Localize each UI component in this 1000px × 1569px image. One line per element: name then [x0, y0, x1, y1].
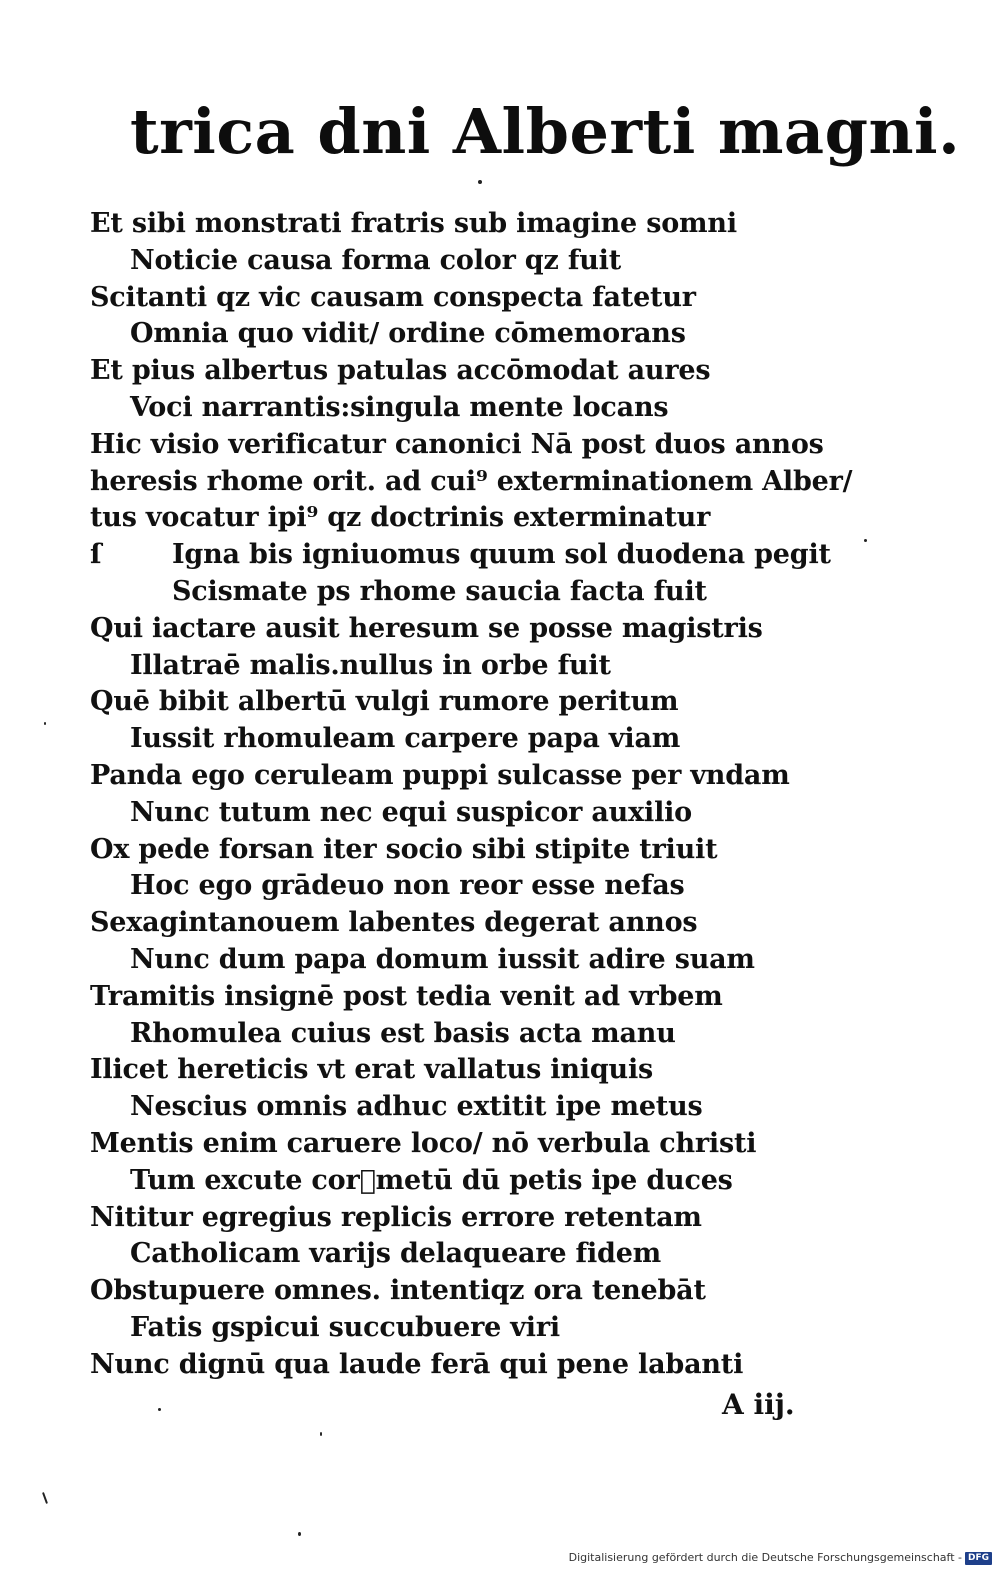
verse-line — [90, 316, 880, 353]
verse-line — [90, 427, 880, 464]
scan-speck — [298, 1532, 301, 1536]
verse-line — [90, 464, 880, 501]
verse-line-text: Nunc tutum nec equi suspicor auxilio — [130, 796, 692, 828]
verse-line — [90, 1310, 880, 1347]
verse-line — [90, 905, 880, 942]
verse-line-text: Scitanti qz vic causam conspecta fatetur — [90, 281, 696, 313]
verse-line-text: Omnia quo vidit/ ordine cōmemorans — [130, 318, 686, 350]
verse-line — [90, 574, 880, 611]
verse-line-text: Et pius albertus patulas accōmodat aures — [90, 355, 711, 387]
verse-line-text: Ox pede forsan iter socio sibi stipite triuit — [90, 833, 718, 865]
verse-line-text: Hoc ego grādeuo non reor esse nefas — [130, 870, 685, 902]
dfg-logo-icon: DFG — [965, 1552, 992, 1565]
line-marker: ſ — [90, 539, 102, 571]
verse-line — [90, 721, 880, 758]
verse-line — [90, 758, 880, 795]
verse-line — [90, 280, 880, 317]
verse-line-text: Nititur egregius replicis errore retentam — [90, 1201, 702, 1233]
verse-line-text: Tum excute corᷓmetū dū petis ipe duces — [130, 1164, 733, 1196]
verse-line — [90, 611, 880, 648]
verse-line-text: Sexagintanouem labentes degerat annos — [90, 907, 698, 939]
scan-speck — [44, 722, 46, 725]
verse-line-text: Nescius omnis adhuc extitit ipe metus — [130, 1091, 703, 1123]
verse-line-text: Panda ego ceruleam puppi sulcasse per vndam — [90, 759, 790, 791]
verse-line — [90, 1163, 880, 1200]
verse-line-text: Rhomulea cuius est basis acta manu — [130, 1017, 676, 1049]
verse-line — [90, 1126, 880, 1163]
verse-line-text: Noticie causa forma color qz fuit — [130, 244, 621, 276]
verse-line-text: Mentis enim caruere loco/ nō verbula christi — [90, 1127, 757, 1159]
verse-line-text: Nunc dum papa domum iussit adire suam — [130, 943, 755, 975]
verse-line-text: Igna bis igniuomus quum sol duodena pegit — [172, 539, 831, 571]
verse-line-text: Fatis gspicui succubuere viri — [130, 1311, 560, 1343]
digitization-credit — [569, 1551, 992, 1565]
verse-line-text: Iussit rhomuleam carpere papa viam — [130, 723, 681, 755]
scan-speck — [158, 1408, 161, 1411]
verse-line-text: Catholicam varijs delaqueare fidem — [130, 1238, 662, 1270]
verse-line-text: Tramitis insignē post tedia venit ad vrbem — [90, 980, 723, 1012]
scan-speck — [320, 1432, 322, 1436]
verse-line — [90, 1273, 880, 1310]
verse-line-text: Illatraē malis.nullus in orbe fuit — [130, 649, 611, 681]
verse-line — [90, 1016, 880, 1053]
verse-line-text: Ilicet hereticis vt erat vallatus iniquis — [90, 1054, 654, 1086]
scan-speck — [478, 180, 482, 184]
scan-speck — [42, 1492, 48, 1504]
verse-line-text: heresis rhome orit. ad cui⁹ exterminationem Alber/ — [90, 465, 853, 497]
verse-text-block — [90, 206, 880, 1384]
verse-line-text: Obstupuere omnes. intentiqz ora tenebāt — [90, 1275, 706, 1307]
verse-line-text: Nunc dignū qua laude ferā qui pene labanti — [90, 1348, 744, 1380]
verse-line-text: Scismate ps rhome saucia facta fuit — [172, 575, 707, 607]
verse-line — [90, 390, 880, 427]
verse-line — [90, 648, 880, 685]
verse-line-text: Quē bibit albertū vulgi rumore peritum — [90, 686, 679, 718]
verse-line — [90, 500, 880, 537]
verse-line — [90, 537, 880, 574]
scan-speck — [864, 539, 867, 542]
verse-line — [90, 795, 880, 832]
verse-line — [90, 1052, 880, 1089]
verse-line — [90, 1347, 880, 1384]
verse-line — [90, 684, 880, 721]
verse-line — [90, 979, 880, 1016]
verse-line — [90, 243, 880, 280]
credit-text: Digitalisierung gefördert durch die Deutsche Forschungsgemeinschaft - — [568, 1551, 962, 1564]
verse-line — [90, 1236, 880, 1273]
verse-line — [90, 353, 880, 390]
verse-line-text: Voci narrantis:singula mente locans — [130, 391, 669, 423]
signature-mark: A iij. — [722, 1388, 795, 1421]
verse-line — [90, 832, 880, 869]
verse-line-text: Hic visio verificatur canonici Nā post duos annos — [90, 428, 824, 460]
verse-line-text: Qui iactare ausit heresum se posse magistris — [90, 612, 763, 644]
page-heading: trica dni Alberti magni. — [130, 95, 961, 168]
verse-line — [90, 1200, 880, 1237]
verse-line-text: tus vocatur ipi⁹ qz doctrinis exterminatur — [90, 502, 711, 534]
verse-line — [90, 1089, 880, 1126]
verse-line — [90, 868, 880, 905]
verse-line-text: Et sibi monstrati fratris sub imagine somni — [90, 208, 737, 239]
verse-line — [90, 206, 880, 243]
verse-line — [90, 942, 880, 979]
